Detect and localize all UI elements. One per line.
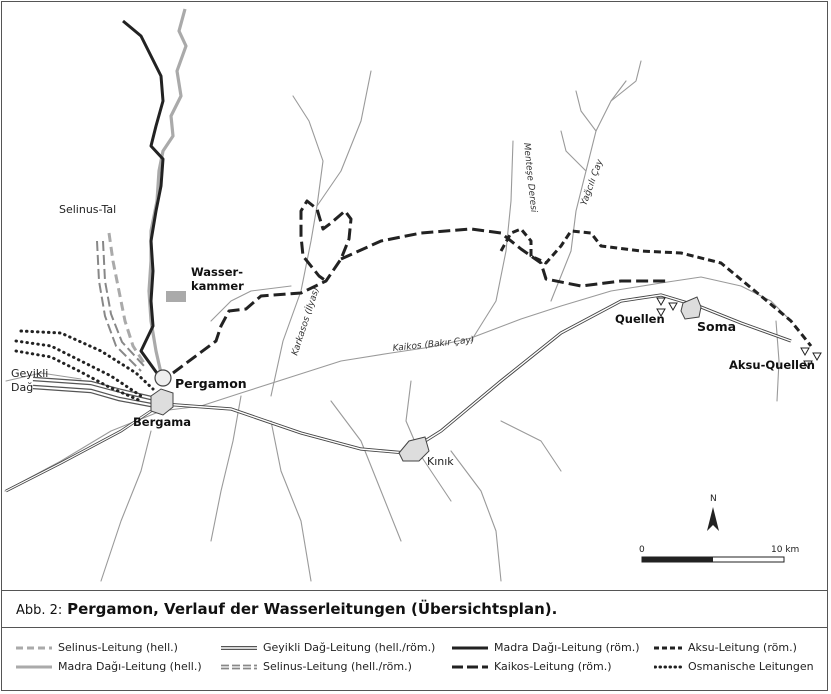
scale-end: 10 km (771, 545, 800, 555)
legend-label: Selinus-Leitung (hell./röm.) (263, 660, 412, 673)
legend-item-geyikli (221, 641, 435, 654)
label-geyikli-1: Geyikli (11, 367, 49, 380)
wasserkammer-marker (166, 291, 186, 302)
pergamon-site (155, 370, 171, 386)
label-wasserkammer-2: kammer (191, 279, 244, 293)
label-geyikli-2: Dağ (11, 381, 34, 394)
aksu-conduit (501, 229, 811, 346)
legend-swatch-geyikli (221, 644, 257, 652)
north-arrow (707, 494, 719, 531)
label-karkasos-river: Karkasos (İlyas) (290, 286, 322, 357)
label-mentese-river: Menteşe Deresi (521, 142, 539, 213)
selinus-hell-conduit (109, 233, 146, 366)
scale-bar (639, 545, 799, 562)
river-network (5, 61, 791, 581)
legend-divider (1, 627, 828, 628)
south-stream-1 (211, 396, 241, 541)
legend-item-selinus-rom (221, 660, 412, 673)
legend-label: Kaikos-Leitung (röm.) (494, 660, 612, 673)
figure-caption (16, 600, 557, 618)
legend-swatch-kaikos (452, 663, 488, 671)
caption-prefix: Abb. 2: (16, 603, 63, 618)
legend-label: Geyikli Dağ-Leitung (hell./röm.) (263, 641, 436, 654)
legend-item-aksu (654, 641, 797, 654)
caption-title: Pergamon, Verlauf der Wasserleitungen (Übersichtsplan). (67, 600, 558, 618)
label-bergama: Bergama (133, 415, 191, 429)
label-aksu-quellen: Aksu-Quellen (729, 358, 815, 372)
legend-item-selinus-hell (16, 641, 178, 654)
north-label: N (710, 494, 717, 504)
label-kinik: Kınık (427, 455, 454, 468)
caption-divider (1, 590, 828, 591)
south-stream-5 (451, 451, 501, 581)
label-quellen: Quellen (615, 312, 665, 326)
south-stream-6 (101, 431, 151, 581)
geyikli-conduit (33, 379, 151, 405)
karkasos-branch (317, 71, 371, 206)
south-stream-2 (271, 421, 311, 581)
legend-swatch-madra-rom (452, 644, 488, 652)
legend-label: Aksu-Leitung (röm.) (688, 641, 797, 654)
madra-rom-conduit (123, 21, 163, 376)
label-wasserkammer-1: Wasser- (191, 265, 243, 279)
bergama-town (151, 389, 173, 415)
kinik-town (399, 437, 429, 461)
legend-swatch-osmanisch (654, 663, 682, 671)
legend-swatch-selinus-hell (16, 644, 52, 652)
legend-label: Osmanische Leitungen (688, 660, 814, 673)
label-pergamon: Pergamon (175, 376, 247, 391)
map-canvas (1, 1, 828, 589)
legend-swatch-aksu (654, 644, 682, 652)
legend-swatch-madra-hell (16, 663, 52, 671)
label-soma: Soma (697, 319, 737, 334)
label-kaikos-river: Kaikos (Bakır Çay) (392, 335, 475, 354)
south-stream-7 (501, 421, 561, 471)
yagcili-branch-1 (576, 91, 596, 131)
legend-item-madra-hell (16, 660, 202, 673)
legend-item-osmanisch (654, 660, 814, 673)
legend-label: Madra Dağı-Leitung (hell.) (58, 660, 202, 673)
yagcili-branch-3 (561, 131, 586, 171)
legend-label: Madra Dağı-Leitung (röm.) (494, 641, 640, 654)
legend-swatch-selinus-rom (221, 663, 257, 671)
legend-item-kaikos (452, 660, 612, 673)
scale-start: 0 (639, 545, 645, 555)
label-yagcili-river: Yağcılı Çay (579, 158, 606, 208)
legend-item-madra-rom (452, 641, 640, 654)
south-stream-3 (331, 401, 401, 541)
legend-label: Selinus-Leitung (hell.) (58, 641, 178, 654)
label-selinus-tal: Selinus-Tal (59, 203, 117, 216)
